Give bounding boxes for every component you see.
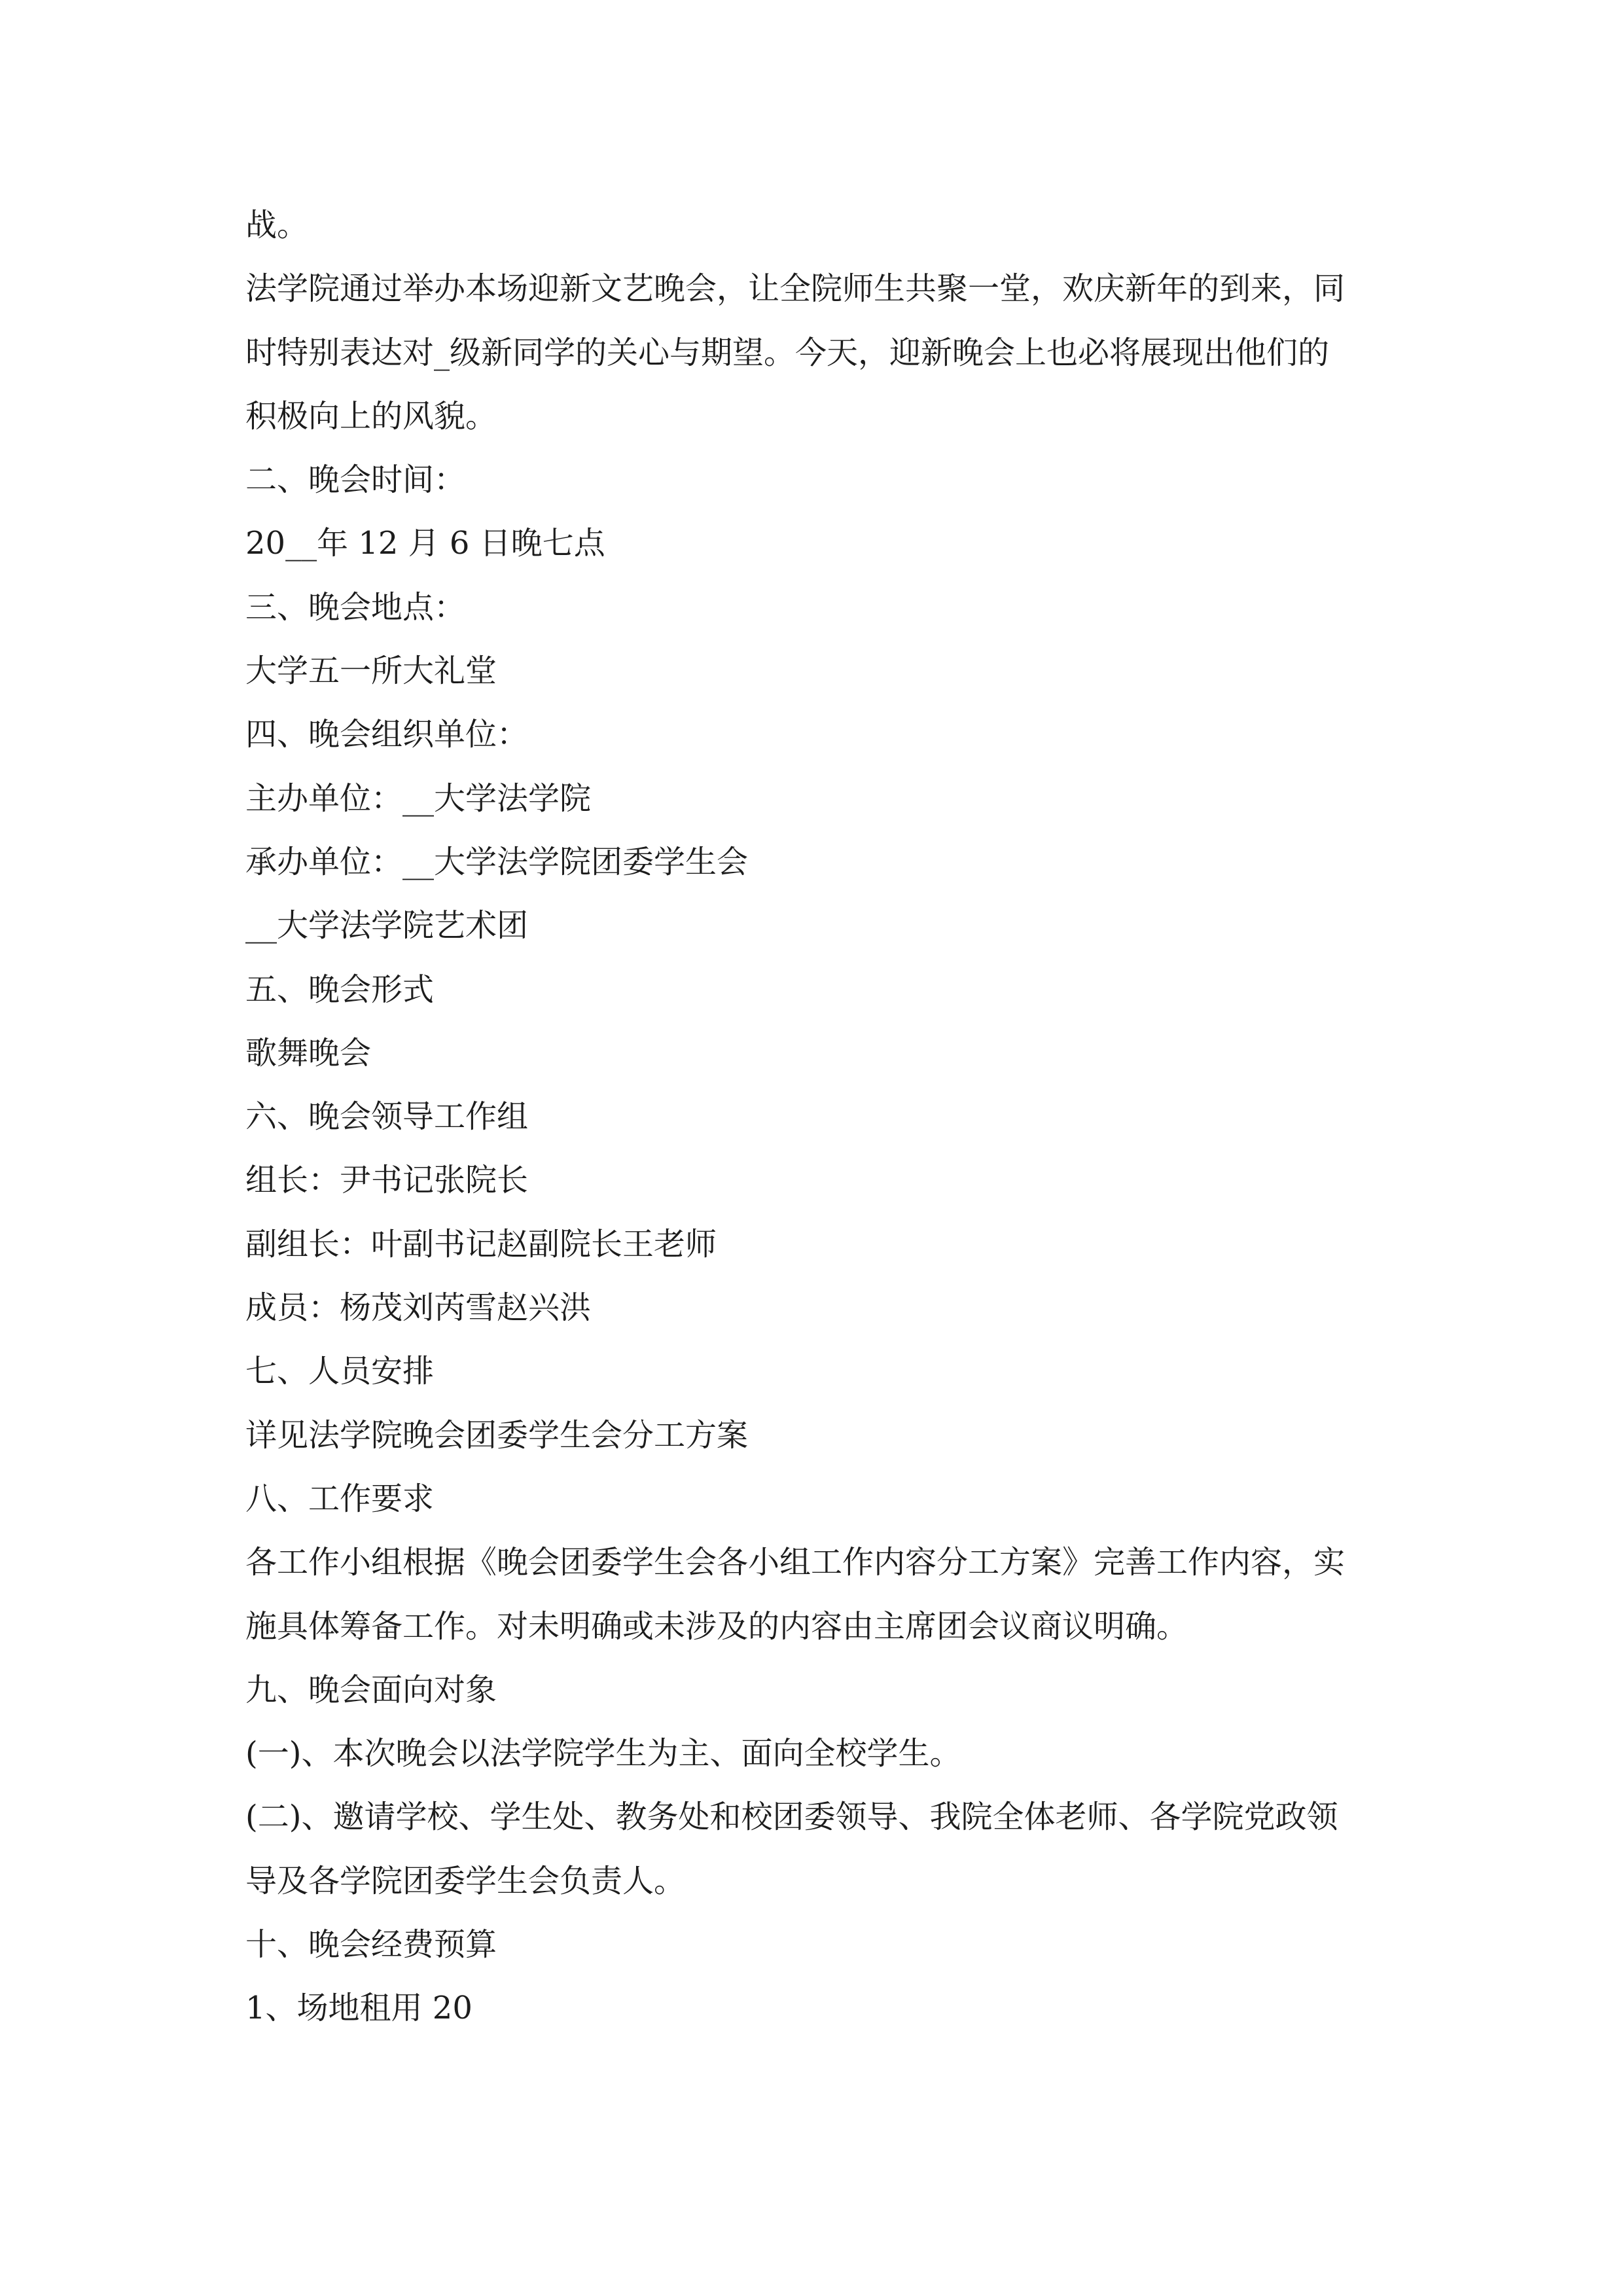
section-heading-location: 三、晚会地点： <box>245 588 466 626</box>
section-heading-requirements: 八、工作要求 <box>245 1480 435 1517</box>
text-line: __大学法学院艺术团 <box>245 907 529 944</box>
text-line: 时特别表达对_级新同学的关心与期望。今天，迎新晚会上也必将展现出他们的 <box>245 334 1330 371</box>
text-line: 成员：杨茂刘芮雪赵兴洪 <box>245 1289 592 1327</box>
text-line: 歌舞晚会 <box>245 1034 372 1071</box>
text-line: 积极向上的风貌。 <box>245 397 497 435</box>
text-line: 战。 <box>245 207 309 243</box>
text-line: 主办单位：__大学法学院 <box>245 780 592 817</box>
text-line: 副组长：叶副书记赵副院长王老师 <box>245 1225 717 1263</box>
text-line: 承办单位：__大学法学院团委学生会 <box>245 843 749 880</box>
text-line: 组长：尹书记张院长 <box>245 1162 529 1199</box>
text-line: 详见法学院晚会团委学生会分工方案 <box>245 1416 749 1454</box>
section-heading-time: 二、晚会时间： <box>245 461 466 499</box>
section-heading-audience: 九、晚会面向对象 <box>245 1671 497 1708</box>
text-line: 1、场地租用 20 <box>245 1990 473 2027</box>
text-line: 导及各学院团委学生会负责人。 <box>245 1862 686 1899</box>
text-line: 法学院通过举办本场迎新文艺晚会，让全院师生共聚一堂，欢庆新年的到来，同 <box>245 270 1346 308</box>
section-heading-leadership: 六、晚会领导工作组 <box>245 1098 529 1136</box>
text-line: (一)、本次晚会以法学院学生为主、面向全校学生。 <box>245 1735 961 1772</box>
document-body <box>245 194 1378 2041</box>
section-heading-organizers: 四、晚会组织单位： <box>245 716 529 753</box>
section-heading-staffing: 七、人员安排 <box>245 1353 435 1390</box>
text-line: 20__年 12 月 6 日晚七点 <box>245 525 605 562</box>
text-line: (二)、邀请学校、学生处、教务处和校团委领导、我院全体老师、各学院党政领 <box>245 1799 1338 1836</box>
text-line: 大学五一所大礼堂 <box>245 653 497 690</box>
text-line: 各工作小组根据《晚会团委学生会各小组工作内容分工方案》完善工作内容，实 <box>245 1544 1346 1581</box>
section-heading-budget: 十、晚会经费预算 <box>245 1926 497 1964</box>
text-line: 施具体筹备工作。对未明确或未涉及的内容由主席团会议商议明确。 <box>245 1607 1188 1645</box>
section-heading-format: 五、晚会形式 <box>245 971 435 1008</box>
